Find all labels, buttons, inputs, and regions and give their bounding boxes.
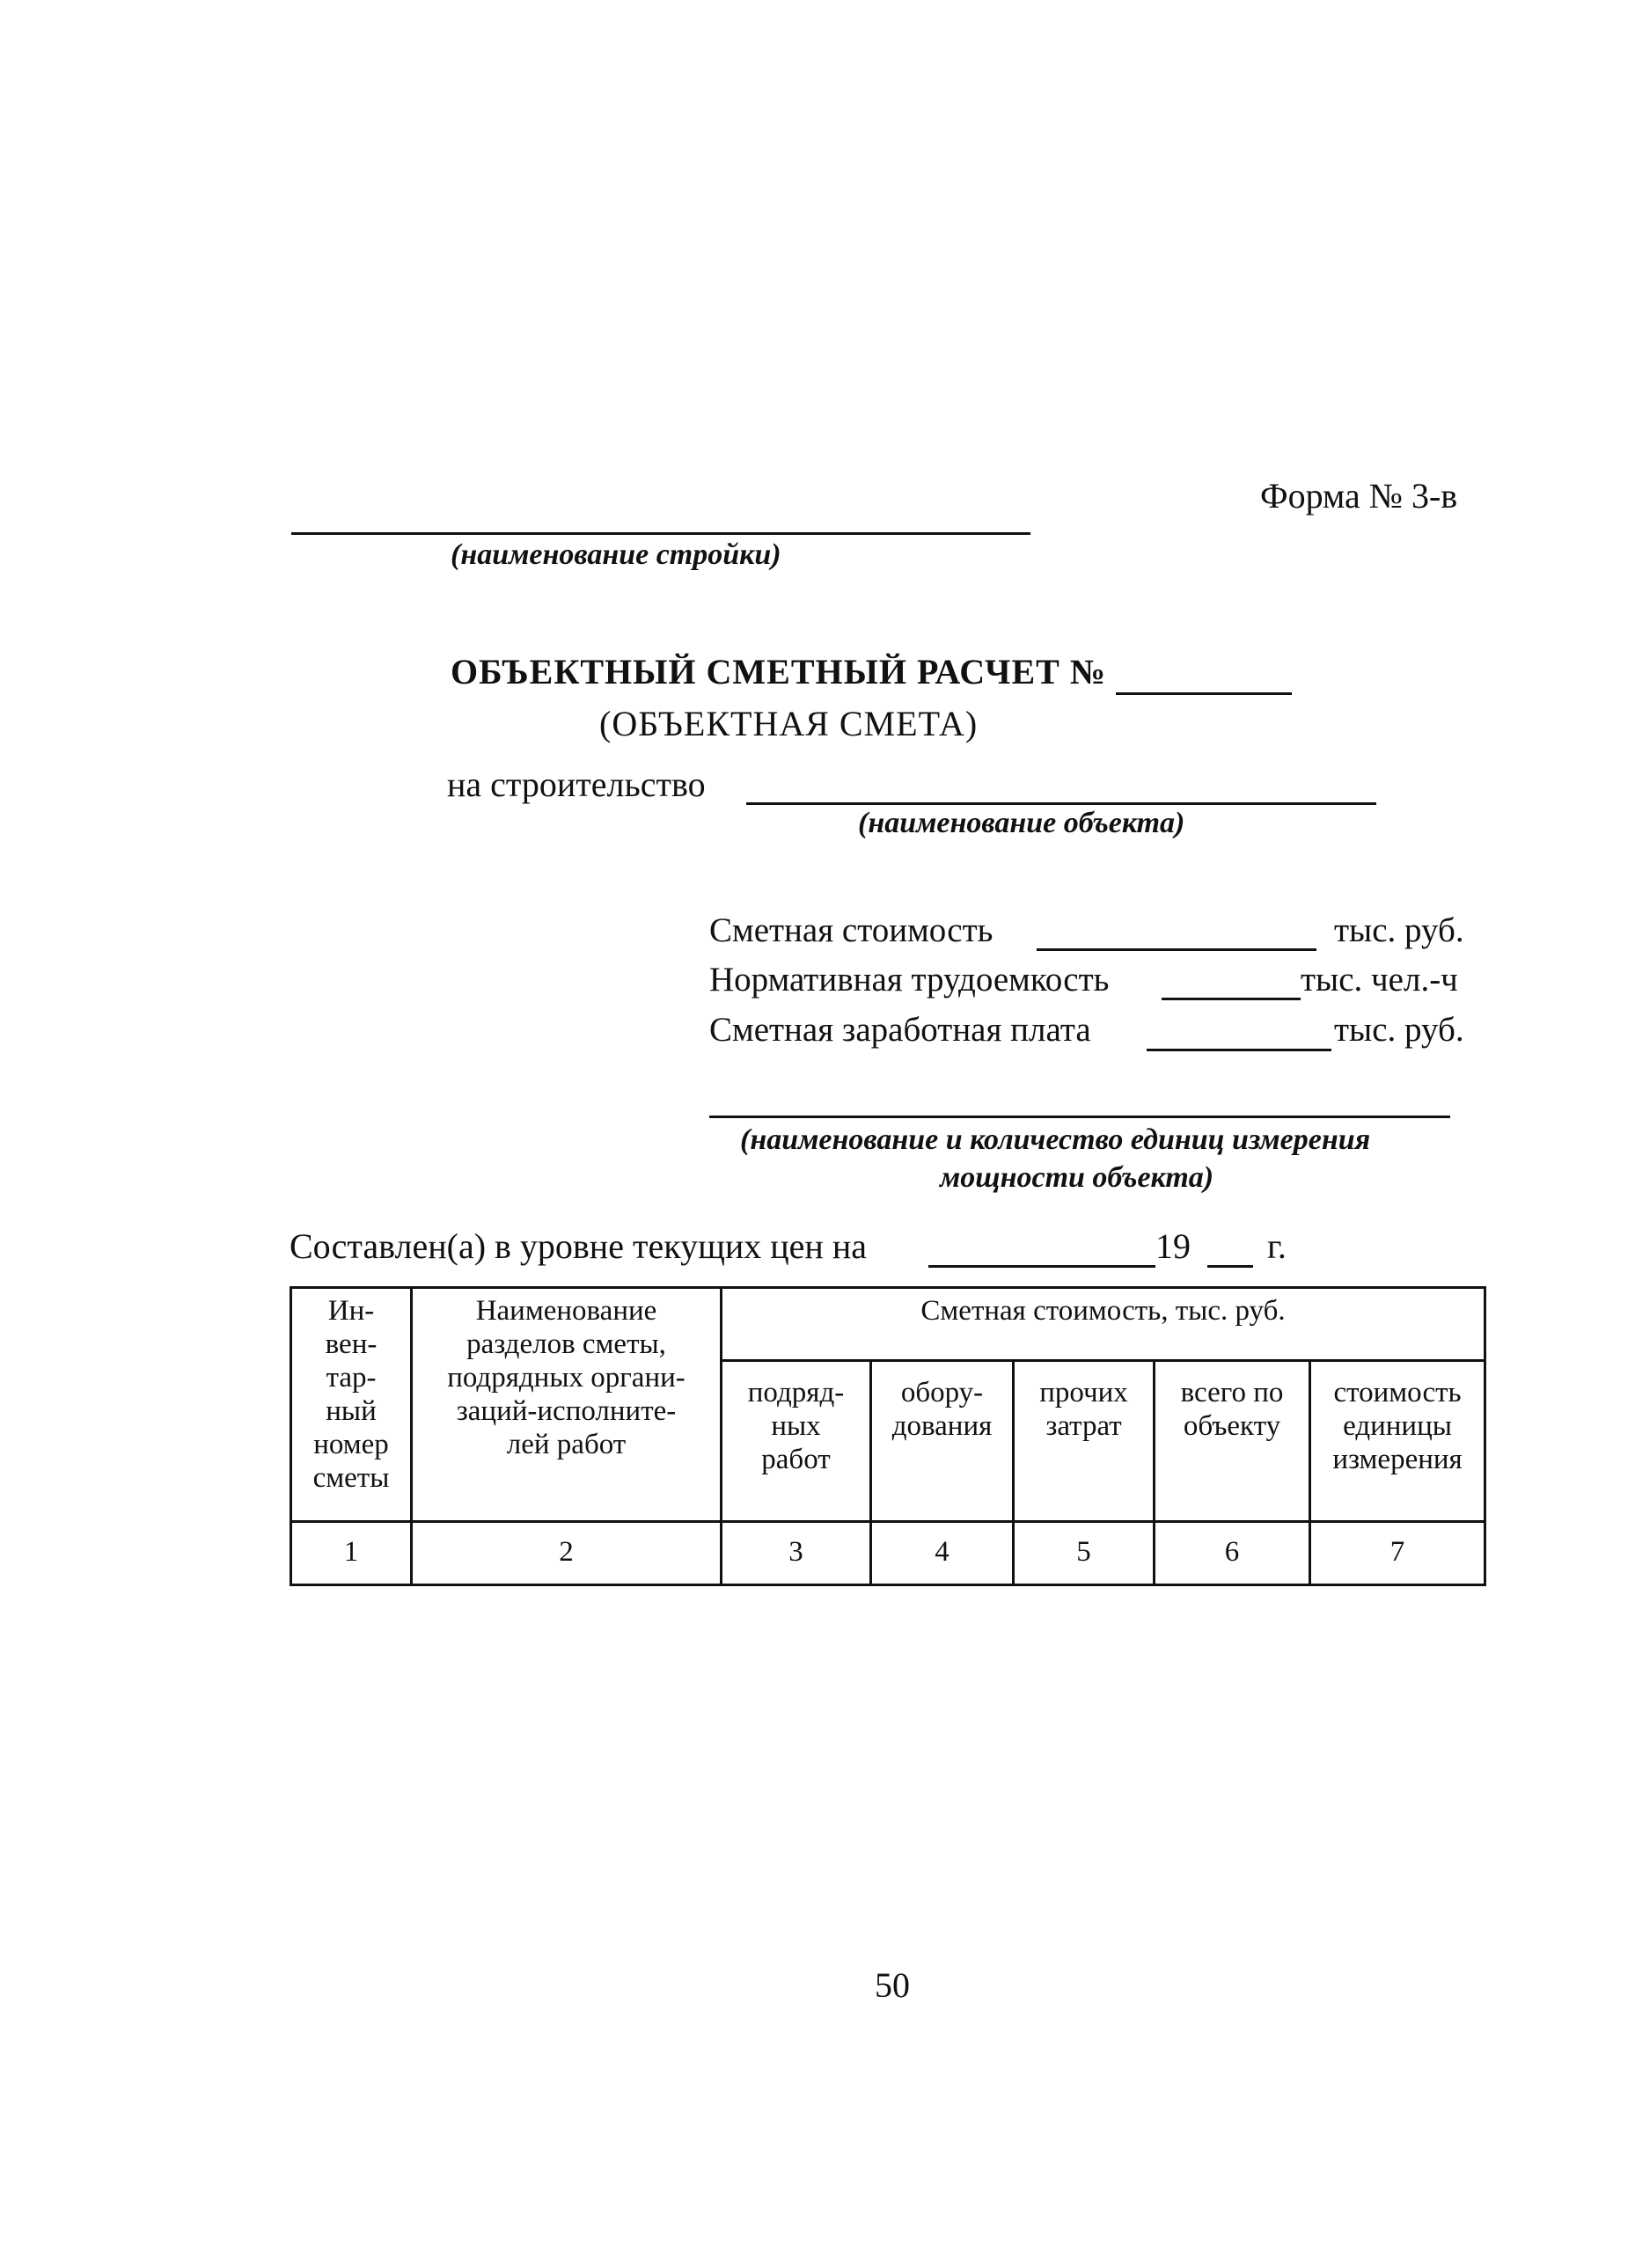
wage-unit: тыс. руб.	[1334, 1011, 1464, 1049]
column-number: 7	[1310, 1522, 1485, 1585]
construction-caption: (наименование стройки)	[451, 538, 781, 571]
capacity-caption-line1: (наименование и количество единиц измерения	[740, 1123, 1371, 1156]
cost-label: Сметная стоимость	[709, 911, 993, 949]
estimate-table	[290, 1286, 1486, 1586]
header-section-names: Наименование разделов сметы, подрядных органи- заций-исполните- лей работ	[412, 1288, 722, 1522]
form-number: Форма № 3-в	[1260, 476, 1458, 516]
page-number: 50	[875, 1965, 910, 2005]
header-contract-works: подряд- ных работ	[722, 1361, 871, 1522]
document-title: ОБЪЕКТНЫЙ СМЕТНЫЙ РАСЧЕТ №	[451, 652, 1107, 691]
construction-name-line	[291, 532, 1030, 535]
header-estimated-cost: Сметная стоимость, тыс. руб.	[722, 1288, 1485, 1361]
labor-unit: тыс. чел.-ч	[1301, 961, 1458, 999]
labor-value-line	[1162, 998, 1301, 1000]
wage-value-line	[1147, 1049, 1331, 1051]
header-other-costs: прочих затрат	[1014, 1361, 1155, 1522]
column-number: 6	[1155, 1522, 1310, 1585]
cost-value-line	[1037, 948, 1316, 951]
column-number: 1	[291, 1522, 412, 1585]
header-equipment: обору- дования	[871, 1361, 1014, 1522]
header-inventory-number: Ин- вен- тар- ный номер сметы	[291, 1288, 412, 1522]
year-line	[1207, 1265, 1253, 1268]
construction-label: на строительство	[447, 765, 706, 804]
header-total-object: всего по объекту	[1155, 1361, 1310, 1522]
column-number: 2	[412, 1522, 722, 1585]
column-number: 4	[871, 1522, 1014, 1585]
object-name-line	[746, 802, 1376, 805]
estimate-number-line	[1116, 692, 1292, 695]
column-number: 3	[722, 1522, 871, 1585]
compiled-label: Составлен(а) в уровне текущих цен на	[290, 1226, 867, 1266]
object-caption: (наименование объекта)	[858, 807, 1185, 839]
capacity-line	[709, 1116, 1450, 1118]
price-date-line	[928, 1265, 1155, 1268]
year-suffix: г.	[1267, 1226, 1287, 1266]
capacity-caption-line2: мощности объекта)	[940, 1161, 1214, 1194]
year-prefix: 19	[1155, 1226, 1191, 1266]
column-number: 5	[1014, 1522, 1155, 1585]
labor-label: Нормативная трудоемкость	[709, 961, 1110, 999]
cost-unit: тыс. руб.	[1334, 911, 1464, 949]
document-subtitle: (ОБЪЕКТНАЯ СМЕТА)	[599, 704, 979, 743]
header-unit-cost: стоимость единицы измерения	[1310, 1361, 1485, 1522]
wage-label: Сметная заработная плата	[709, 1011, 1091, 1049]
